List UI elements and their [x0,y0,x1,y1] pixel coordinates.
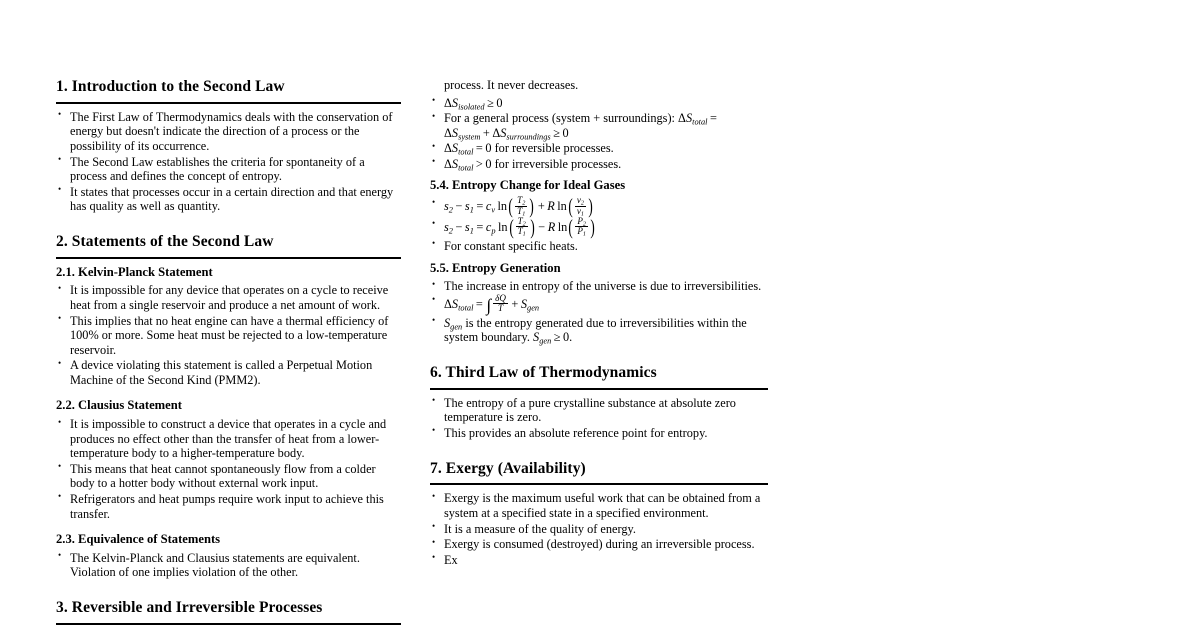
subsection-heading: 5.4. Entropy Change for Ideal Gases [430,178,626,193]
symbol-s-gen: $S_{gen}$ [444,315,463,332]
list-item: • Exergy is the maximum useful work that can be obtained from a system at a specified state in a specified environment. [430,491,768,520]
subsection-heading: 2.1. Kelvin-Planck Statement [56,264,213,279]
section-introduction [56,78,401,214]
list-item: • The Second Law establishes the criteria for spontaneity of a process and defines the concept of entropy. [56,155,401,184]
heading-rule [56,102,401,104]
bullet-list [430,396,768,441]
section-heading: 2. Statements of the Second Law [56,232,274,250]
equation-s-gen-nonnegative: $S_{gen} \ge 0$. [533,330,573,346]
section-heading: 1. Introduction to the Second Law [56,78,285,95]
left-column [56,78,401,631]
list-item: • This provides an absolute reference point for entropy. [430,426,768,441]
equation-entropy-generation: $\Delta S_{total}$ = ∫ $\frac{\delta Q}{T}$ + $S_{gen}$ [444,292,540,315]
section-third-law [430,364,768,441]
list-item: • It is a measure of the quality of energy. [430,522,768,537]
bullet-list-entropy-principle [430,96,768,172]
list-item [430,96,768,111]
list-item: • Refrigerators and heat pumps require work input to achieve this transfer. [56,492,401,521]
list-item [430,193,768,218]
subsection-heading: 5.5. Entropy Generation [430,260,561,275]
equation-entropy-ideal-gas-cp: $s_2 - s_1 = c_p$ ln( $\frac{T_2}{T_1}$ ) − R ln( $\frac{P_2}{P_1}$ ) [444,214,595,239]
list-item: • Exergy is consumed (destroyed) during an irreversible process. [430,537,768,552]
equation-entropy-total-general-rhs: $\Delta S_{system} + \Delta S_{surroundings} \ge 0$ [444,125,569,142]
continuation-text: process. It never decreases. [444,78,579,92]
subsection-heading: 2.3. Equivalence of Statements [56,532,221,547]
section-heading: 7. Exergy (Availability) [430,459,586,477]
bullet-list [430,491,768,567]
section-heading: 3. Reversible and Irreversible Processes [56,598,323,616]
list-item: • The entropy of a pure crystalline substance at absolute zero temperature is zero. [430,396,768,425]
heading-rule [430,483,768,485]
equation-entropy-ideal-gas-cv: $s_2 - s_1 = c_v$ ln( $\frac{T_2}{T_1}$ ) + R ln( $\frac{v_2}{v_1}$ ) [444,193,593,218]
bullet-list [56,551,401,580]
equation-label: For a general process (system + surroundings): [444,111,675,126]
bullet-list [56,283,401,387]
list-item: • It is impossible to construct a device that operates in a cycle and produces no effect other than the transfer of heat from a lower-temperature body to a higher-temperature body. [56,417,401,461]
list-item: • A device violating this statement is called a Perpetual Motion Machine of the Second Kind (PMM2). [56,358,401,387]
equation-entropy-total-reversible: $\Delta S_{total} = 0$ [444,141,492,157]
heading-rule [56,257,401,259]
list-item: • The First Law of Thermodynamics deals with the conservation of energy but doesn't indicate the direction of a process or the possibility of its occurrence. [56,110,401,154]
list-item: • It states that processes occur in a certain direction and that energy has quality as well as quantity. [56,185,401,214]
list-item [430,316,768,345]
equation-note: is the entropy generated due to irreversibilities within the system boundary. [444,315,747,345]
section-reversible-processes [56,599,401,625]
list-item: • This implies that no heat engine can have a thermal efficiency of 100% or more. Some heat must be rejected to a low-temperature reservoir. [56,314,401,358]
subsection-entropy-generation [430,261,768,345]
section-heading: 6. Third Law of Thermodynamics [430,363,657,381]
list-item [430,214,768,239]
subsection-heading: 2.2. Clausius Statement [56,398,182,413]
list-item [430,111,768,140]
right-column [430,78,768,568]
subsection-equivalence [56,532,401,580]
equation-entropy-total-irreversible: $\Delta S_{total} > 0$ [444,156,492,173]
heading-rule [430,388,768,390]
subsection-entropy-ideal-gases [430,178,768,253]
list-item: • The increase in entropy of the universe is due to irreversibilities. [430,279,768,294]
list-item: • It is impossible for any device that operates on a cycle to receive heat from a single reservoir and produce a net amount of work. [56,283,401,312]
list-item: • This means that heat cannot spontaneously flow from a colder body to a hotter body without external work input. [56,462,401,491]
bullet-list [430,193,768,253]
list-item: • The Kelvin-Planck and Clausius statements are equivalent. Violation of one implies violation of the other. [56,551,401,580]
subsection-kelvin-planck [56,265,401,388]
bullet-list [56,110,401,214]
list-item: • For constant specific heats. [430,239,768,254]
list-item: • Ex [430,553,768,568]
list-item [430,141,768,156]
equation-entropy-total-general: $\Delta S_{total}$ = [678,111,717,127]
subsection-clausius [56,398,401,521]
list-item [430,157,768,172]
equation-entropy-isolated: $\Delta S_{isolated} \ge 0$ [444,95,503,111]
list-item [430,292,768,315]
bullet-list [56,417,401,521]
section-exergy [430,460,768,568]
bullet-list [430,279,768,345]
heading-rule [56,623,401,625]
equation-note: for reversible processes. [494,141,614,156]
section-statements [56,233,401,580]
equation-note: for irreversible processes. [494,156,622,171]
